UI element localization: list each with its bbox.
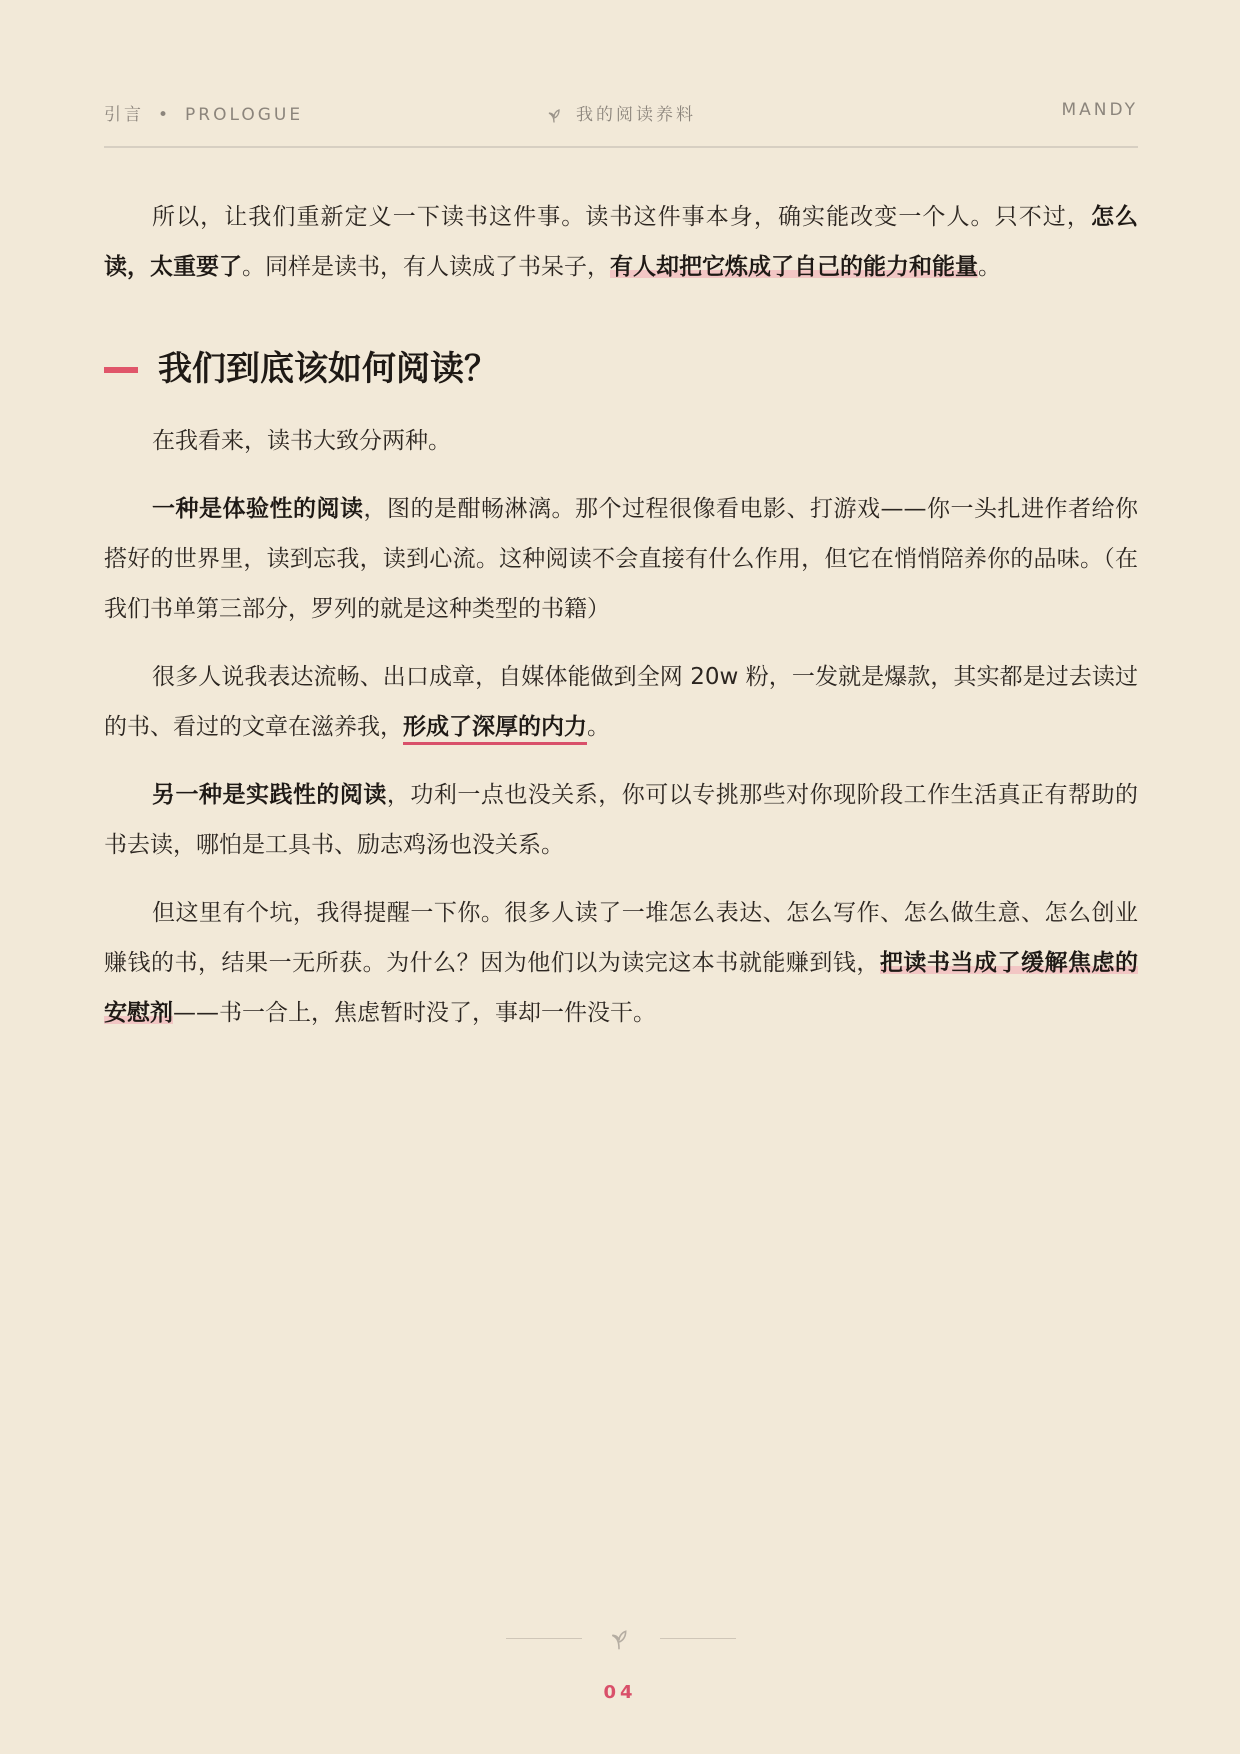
p6-text-c: ——书一合上，焦虑暂时没了，事却一件没干。 [173,1000,656,1026]
p1-text-d: 。 [978,254,1001,280]
p6-highlight: 把读书当成了缓解焦虑的安慰剂 [104,950,1139,1026]
p4-text-a: 很多人说我表达流畅、出口成章，自媒体能做到全网 20w 粉，一发就是爆款，其实都是过去读过的书、看过的文章在滋养我， [104,664,1138,740]
article-body [104,192,1138,1056]
paragraph-4 [104,652,1138,752]
section-heading [104,344,1138,394]
paragraph-5 [104,770,1138,870]
heading-title: 我们到底该如何阅读？ [158,349,498,389]
p1-highlight: 有人却把它炼成了自己的能力和能量 [610,254,978,280]
heading-accent-bar [104,367,138,373]
paragraph-3 [104,484,1138,634]
footer-rule-right [660,1638,736,1639]
footer-rule-left [506,1638,582,1639]
leaf-sprout-icon [608,1626,630,1650]
p3-bold: 一种是体验性的阅读 [152,496,364,522]
running-header [104,100,1138,130]
header-author: MANDY [1061,100,1138,120]
paragraph-6 [104,888,1138,1038]
p1-text-c: 。同样是读书，有人读成了书呆子， [242,254,610,280]
paragraph-1 [104,192,1138,292]
header-book-title [104,100,1138,125]
header-center-text: 我的阅读养料 [576,105,696,125]
p3-text: ，图的是酣畅淋漓。那个过程很像看电影、打游戏——你一头扎进作者给你搭好的世界里，读到忘我，读到心流。这种阅读不会直接有什么作用，但它在悄悄陪养你的品味。（在我们书单第三部分，罗列的就是这种类型的书籍） [104,496,1138,622]
page-number: 04 [603,1682,637,1703]
footer-ornament [0,1624,1240,1654]
header-chapter-cn: 引言 [104,105,144,125]
p5-text: ，功利一点也没关系，你可以专挑那些对你现阶段工作生活真正有帮助的书去读，哪怕是工具书、励志鸡汤也没关系。 [104,782,1139,858]
p6-text-a: 但这里有个坑，我得提醒一下你。很多人读了一堆怎么表达、怎么写作、怎么做生意、怎么创业赚钱的书，结果一无所获。为什么？因为他们以为读完这本书就能赚到钱， [104,900,1138,976]
document-page [104,0,1138,1754]
p1-text-a: 所以，让我们重新定义一下读书这件事。读书这件事本身，确实能改变一个人。只不过， [152,204,1091,230]
p1-bold: 怎么读，太重要了 [104,204,1139,280]
header-divider [104,146,1138,148]
leaf-sprout-icon [546,107,562,123]
p4-text-c: 。 [587,714,610,740]
header-separator-dot: • [158,105,172,125]
paragraph-2: 在我看来，读书大致分两种。 [152,428,451,454]
header-chapter-en: PROLOGUE [185,105,304,125]
p4-underlined: 形成了深厚的内力 [403,714,587,745]
p5-bold: 另一种是实践性的阅读 [152,782,387,808]
